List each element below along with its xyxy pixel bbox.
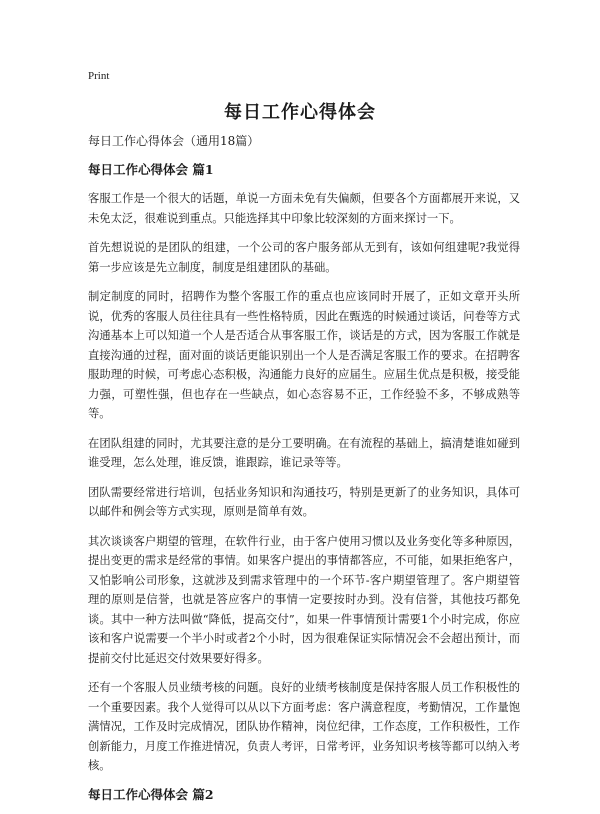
print-link[interactable]: Print [88,70,110,82]
document-body [88,132,520,814]
section-2 [88,786,520,804]
paragraph: 制定制度的同时，招聘作为整个客服工作的重点也应该同时开展了，正如文章开头所说，优秀的客服人员往往具有一些性格特质，因此在甄选的时候通过谈话，问卷等方式沟通基本上可以知道一个人是否适合从事客服工作，谈话是的方式，因为客服工作就是直接沟通的过程，面对面的谈话更能识别出一个人是否满足客服工作的要求。在招聘客服助理的时候，可考虑心态积极，沟通能力良好的应届生。应届生优点是积极，接受能力强，可塑性强，但也存在一些缺点，如心态容易不正，工作经验不多，不够成熟等等。 [88,290,520,420]
paragraph: 在团队组建的同时，尤其要注意的是分工要明确。在有流程的基础上，搞清楚谁如碰到谁受理，怎么处理，谁反馈，谁跟踪，谁记录等等。 [88,436,520,469]
section-heading: 每日工作心得体会 篇1 [88,162,214,177]
paragraph: 还有一个客服人员业绩考核的问题。良好的业绩考核制度是保持客服人员工作积极性的一个重要因素。我个人觉得可以从以下方面考虑：客户满意程度，考勤情况，工作量饱满情况，工作及时完成情况，团队协作精神，岗位纪律，工作态度，工作积极性，工作创新能力，月度工作推进情况，负责人考评，日常考评，业务知识考核等都可以纳入考核。 [88,681,520,772]
paragraph: 首先想说说的是团队的组建，一个公司的客户服务部从无到有，该如何组建呢?我觉得第一步应该是先立制度，制度是组建团队的基础。 [88,241,520,274]
section-heading: 每日工作心得体会 篇2 [88,786,214,802]
paragraph: 团队需要经常进行培训，包括业务知识和沟通技巧，特别是更新了的业务知识，具体可以邮件和例会等方式实现，原则是简单有效。 [88,485,520,518]
document-title: 每日工作心得体会 [224,102,376,123]
document-subtitle: 每日工作心得体会（通用18篇） [88,134,260,148]
section-1 [88,161,520,776]
paragraph: 客服工作是一个很大的话题，单说一方面未免有失偏颇，但要各个方面都展开来说，又未免太泛，很难说到重点。只能选择其中印象比较深刻的方面来探讨一下。 [88,192,520,225]
paragraph: 其次谈谈客户期望的管理，在软件行业，由于客户使用习惯以及业务变化等多种原因，提出变更的需求是经常的事情。如果客户提出的事情都答应，不可能，如果拒绝客户，又怕影响公司形象，这就涉及到需求管理中的一个环节-客户期望管理了。客户期望管理的原则是信誉，也就是答应客户的事情一定要按时办到。没有信誉，其他技巧都免谈。其中一种方法叫做“降低，提高交付”，如果一件事情预计需要1个小时完成，你应该和客户说需要一个半小时或者2个小时，因为很难保证实际情况会不会超出预计，而提前交付比延迟交付效果要好得多。 [88,534,520,665]
